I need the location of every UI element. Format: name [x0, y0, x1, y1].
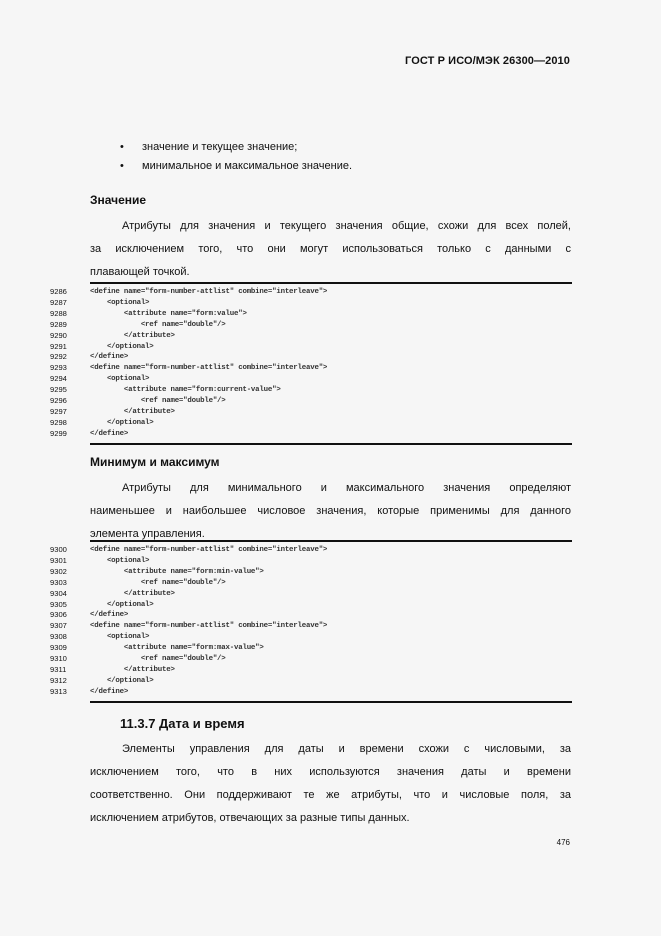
- paragraph-line: наименьшее и наибольшее числовое значения, которые применимы для данного: [90, 505, 571, 517]
- code-line-text: <ref name="double"/>: [90, 655, 226, 663]
- code-line-number: 9306: [50, 610, 67, 620]
- code-line-number: 9290: [50, 330, 67, 340]
- code-line-number: 9300: [50, 545, 67, 554]
- code-line-text: </define>: [90, 429, 129, 438]
- code-line-text: <ref name="double"/>: [90, 578, 226, 587]
- paragraph-line: соответственно. Они поддерживают те же атрибуты, что и числовые поля, за: [90, 789, 571, 801]
- paragraph-value: [90, 215, 571, 284]
- paragraph-line: Атрибуты для значения и текущего значения общие, схожи для всех полей,: [122, 220, 571, 232]
- code-line-text: <optional>: [90, 556, 150, 565]
- code-line-number: 9287: [50, 297, 67, 307]
- code-line-number: 9292: [50, 352, 67, 362]
- code-line-number: 9311: [50, 664, 67, 674]
- code-line-number: 9310: [50, 654, 67, 663]
- code-line-text: </define>: [90, 353, 129, 362]
- code-line-text: </optional>: [90, 342, 154, 351]
- code-line-number: 9302: [50, 566, 67, 576]
- code-line-text: </attribute>: [90, 589, 175, 598]
- code-line-number: 9293: [50, 363, 67, 373]
- code-line-text: <optional>: [90, 633, 150, 642]
- code-rule-top: [90, 282, 572, 284]
- paragraph-line: исключением того, что в них используются значения даты и времени: [90, 766, 571, 778]
- code-rule-bottom: [90, 443, 572, 445]
- code-line-number: 9303: [50, 577, 67, 587]
- page-header-title: ГОСТ Р ИСО/МЭК 26300—2010: [405, 55, 570, 67]
- code-line-text: </optional>: [90, 418, 154, 427]
- code-line-number: 9291: [50, 341, 67, 351]
- code-line-number: 9286: [50, 287, 67, 296]
- paragraph-min-max: [90, 477, 571, 546]
- code-line-text: <define name="form-number-attlist" combine="interleave">: [90, 622, 328, 631]
- code-line-number: 9289: [50, 319, 67, 329]
- code-line-text: </define>: [90, 687, 129, 696]
- code-line-text: <attribute name="form:value">: [90, 309, 247, 318]
- paragraph-line: Элементы управления для даты и времени схожи с числовыми, за: [122, 743, 571, 755]
- code-line-text: <define name="form-number-attlist" combine="interleave">: [90, 288, 328, 296]
- code-line-text: </define>: [90, 611, 129, 620]
- code-line-number: 9301: [50, 555, 67, 565]
- code-line-number: 9288: [50, 308, 67, 318]
- code-line-text: <define name="form-number-attlist" combine="interleave">: [90, 364, 328, 373]
- code-line-number: 9313: [50, 686, 67, 696]
- section-heading-value: Значение: [90, 193, 147, 207]
- code-line-number: 9296: [50, 396, 67, 405]
- code-line-text: </optional>: [90, 600, 154, 609]
- code-line-number: 9305: [50, 599, 67, 609]
- code-line-number: 9297: [50, 406, 67, 416]
- paragraph-line: плавающей точкой.: [90, 266, 190, 278]
- code-line-text: <attribute name="form:min-value">: [90, 567, 264, 576]
- list-item-text: минимальное и максимальное значение.: [142, 160, 353, 172]
- code-line-text: </attribute>: [90, 331, 175, 340]
- code-line-text: <define name="form-number-attlist" combine="interleave">: [90, 546, 328, 554]
- code-line-text: <ref name="double"/>: [90, 320, 226, 329]
- paragraph-line: Атрибуты для минимального и максимального значения определяют: [122, 482, 571, 494]
- code-line-number: 9308: [50, 632, 67, 642]
- list-item-text: значение и текущее значение;: [142, 141, 298, 153]
- code-line-number: 9299: [50, 428, 67, 438]
- code-line-text: <attribute name="form:current-value">: [90, 386, 281, 395]
- code-line-text: <optional>: [90, 298, 150, 307]
- code-line-number: 9312: [50, 675, 67, 685]
- section-heading-date-time: 11.3.7 Дата и время: [120, 716, 245, 731]
- code-line-number: 9294: [50, 374, 67, 384]
- code-rule-bottom: [90, 701, 572, 703]
- bullet-marker: •: [120, 141, 124, 153]
- code-line-text: <attribute name="form:max-value">: [90, 644, 264, 653]
- code-rule-top: [90, 540, 572, 542]
- paragraph-line: элемента управления.: [90, 528, 205, 540]
- code-listing-2: [50, 540, 572, 700]
- paragraph-line: исключением атрибутов, отвечающих за разные типы данных.: [90, 812, 410, 824]
- paragraph-line: за исключением того, что они могут использоваться только с данными с: [90, 243, 571, 255]
- code-line-number: 9298: [50, 417, 67, 427]
- code-line-text: </attribute>: [90, 407, 175, 416]
- code-listing-1: [50, 282, 572, 442]
- code-line-number: 9309: [50, 643, 67, 653]
- code-line-text: <ref name="double"/>: [90, 397, 226, 405]
- paragraph-date-time: [90, 738, 571, 830]
- code-line-number: 9304: [50, 588, 67, 598]
- code-line-text: </optional>: [90, 676, 154, 685]
- code-line-text: </attribute>: [90, 665, 175, 674]
- bullet-marker: •: [120, 160, 124, 172]
- code-line-text: <optional>: [90, 375, 150, 384]
- section-heading-min-max: Минимум и максимум: [90, 455, 220, 469]
- code-line-number: 9295: [50, 385, 67, 395]
- code-line-number: 9307: [50, 621, 67, 631]
- page-number: 476: [556, 838, 570, 847]
